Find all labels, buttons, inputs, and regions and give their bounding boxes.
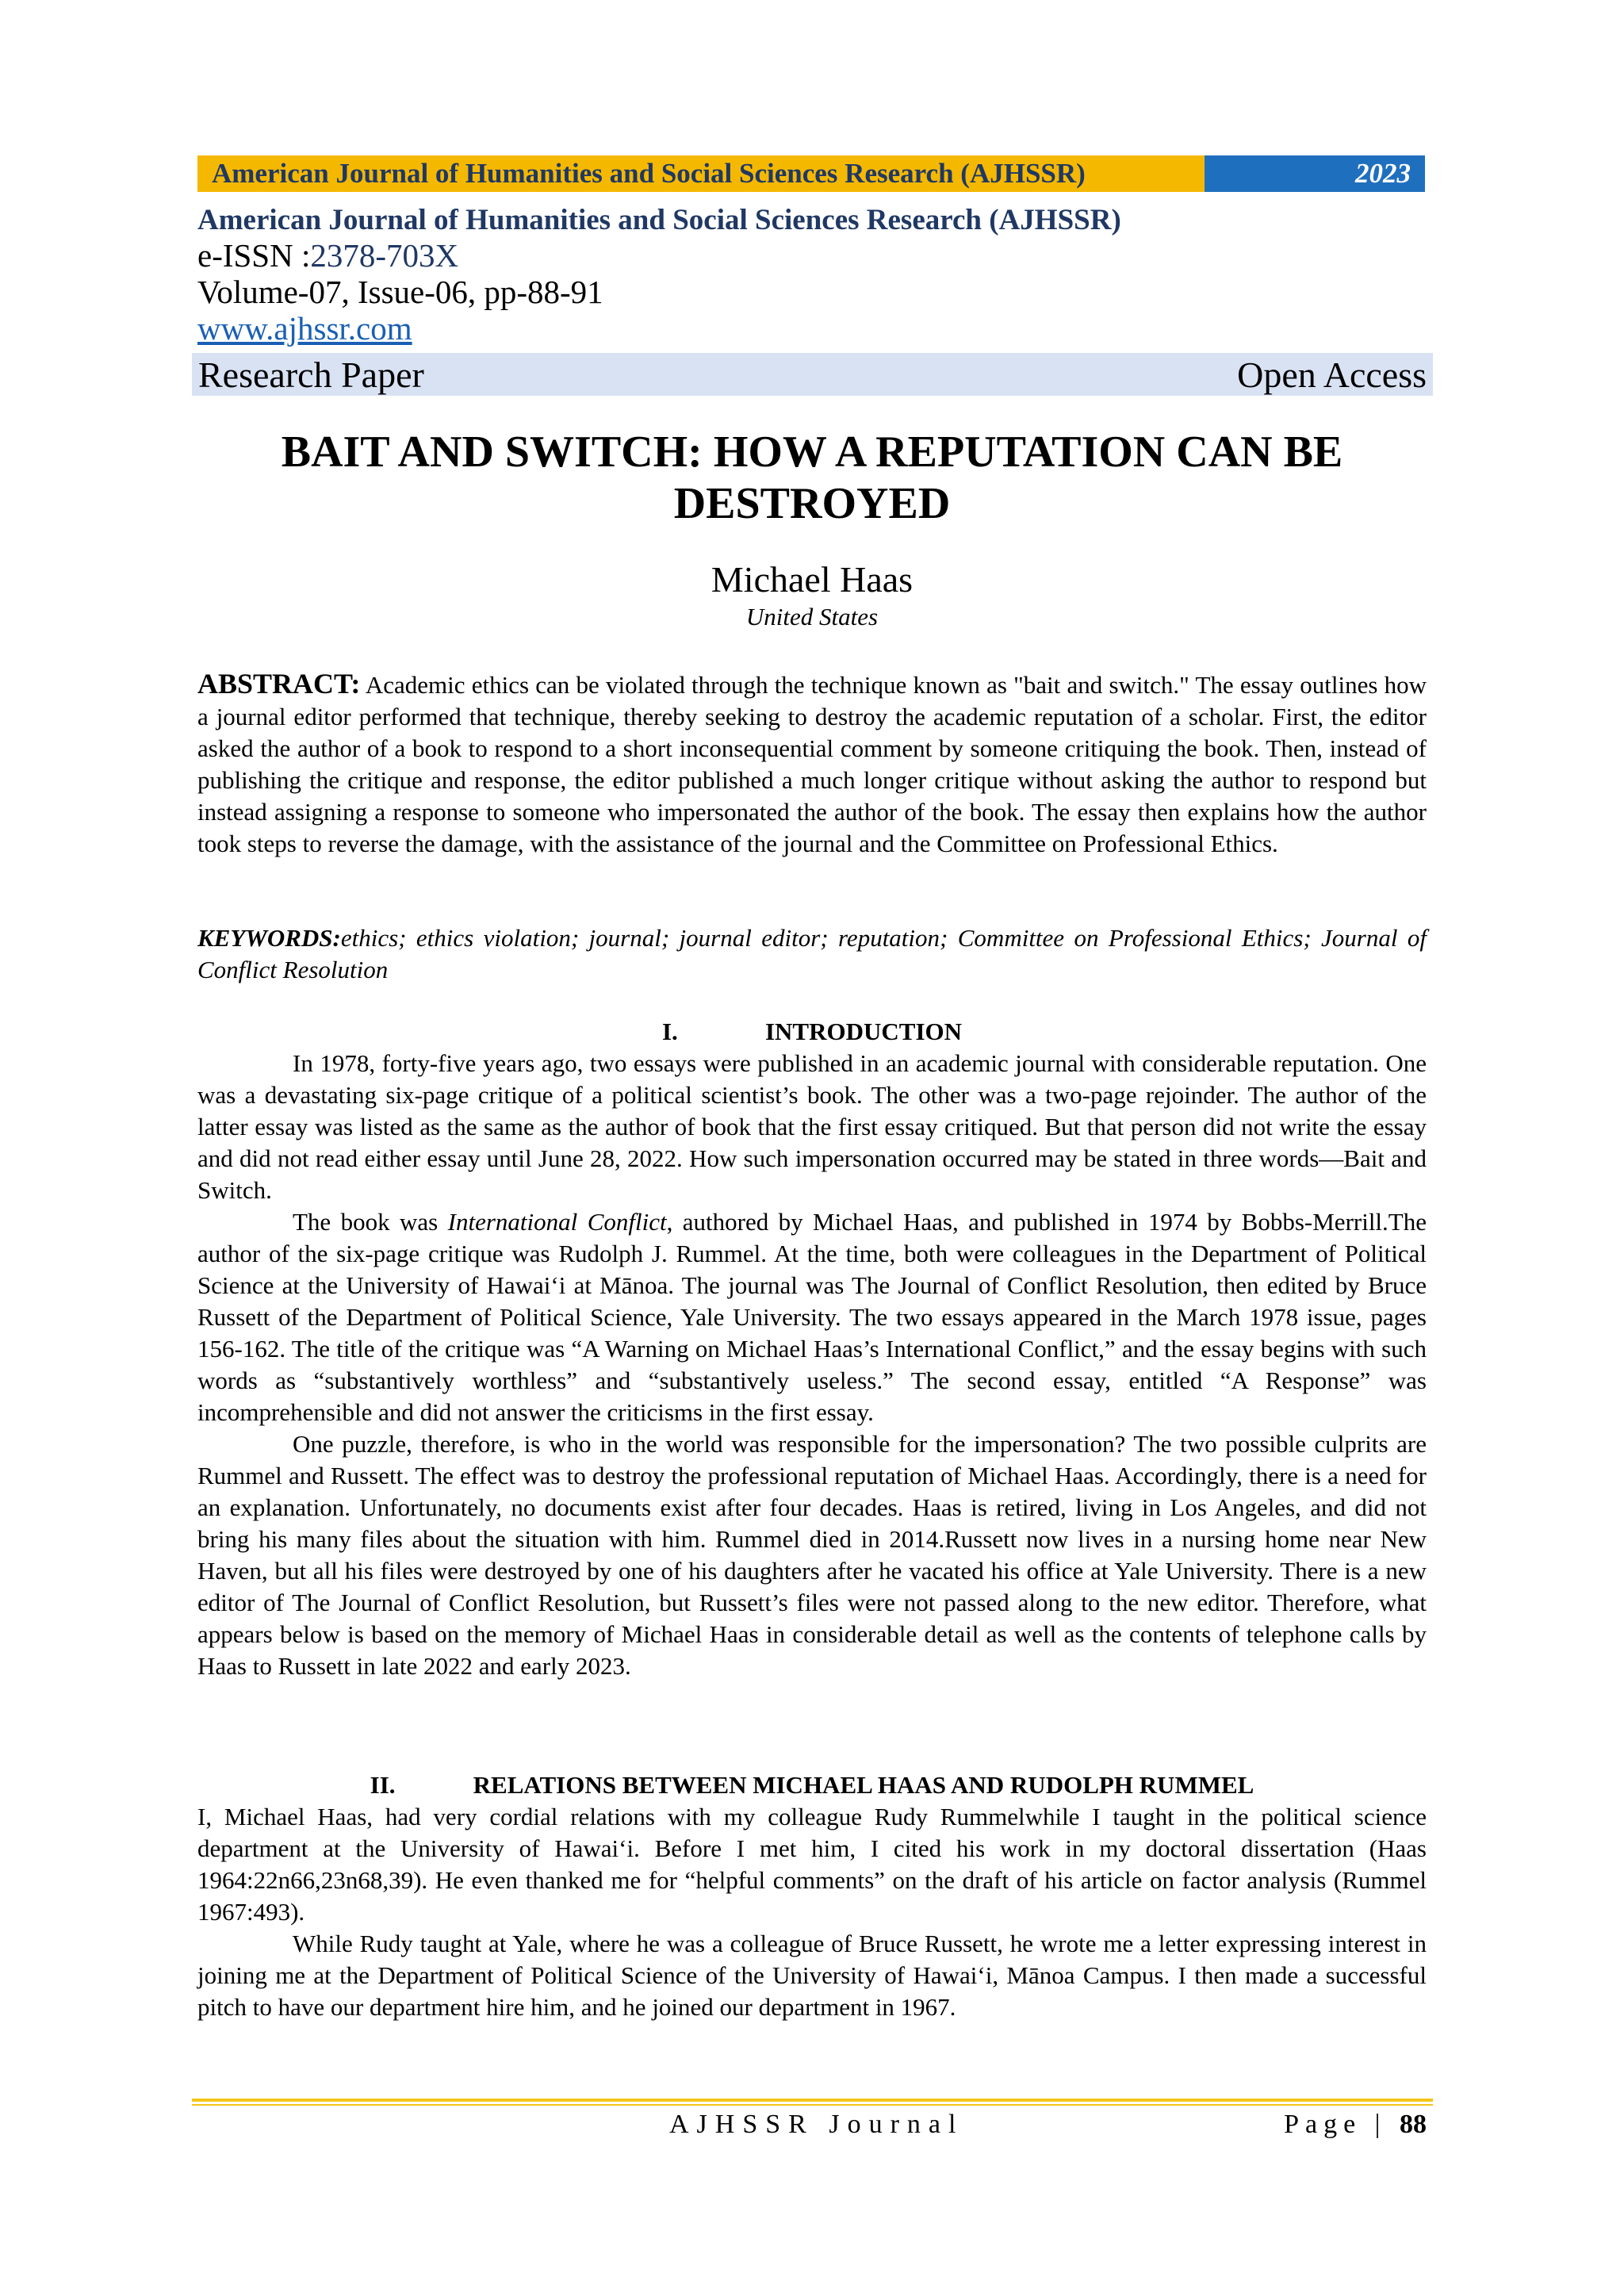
- section-heading: [197, 1016, 1427, 1048]
- paragraph: In 1978, forty-five years ago, two essays were published in an academic journal with considerable reputation. One was a devastating six-page critique of a political scientist’s book. The other was a two-page rejoinder. The author of the latter essay was listed as the same as the author of book that the first essay critiqued. But that person did not write the essay and did not read either essay until June 28, 2022. How such impersonation occurred may be stated in three words—Bait and Switch.: [197, 1049, 1427, 1204]
- journal-name: American Journal of Humanities and Social Sciences Research (AJHSSR): [197, 204, 1121, 236]
- footer-rule: [192, 2104, 1433, 2106]
- section-heading: [197, 1769, 1427, 1801]
- journal-meta: [197, 204, 1434, 347]
- journal-banner: [197, 155, 1425, 192]
- article-title-line1: BAIT AND SWITCH: HOW A REPUTATION CAN BE: [281, 427, 1343, 477]
- section-title: INTRODUCTION: [764, 1018, 963, 1045]
- website-link[interactable]: www.ajhssr.com: [197, 310, 412, 347]
- volume-info: Volume-07, Issue-06, pp-88-91: [197, 274, 603, 310]
- keywords-text: ethics; ethics violation; journal; journal editor; reputation; Committee on Professional Ethics; Journal of Conflict Resolution: [197, 924, 1427, 983]
- section-number: I.: [661, 1018, 678, 1045]
- paper-type: Research Paper: [198, 354, 424, 395]
- paragraph-text: The book was: [293, 1208, 448, 1236]
- footer-journal: AJHSSR Journal: [669, 2110, 964, 2139]
- paragraph: One puzzle, therefore, is who in the world was responsible for the impersonation? The two possible culprits are Rummel and Russett. The effect was to destroy the professional reputation of Michael Haas. Accordingly, there is a need for an explanation. Unfortunately, no documents exist after four decades. Haas is retired, living in Los Angeles, and did not bring his many files about the situation with him. Rummel died in 2014.Russett now lives in a nursing home near New Haven, but all his files were destroyed by one of his daughters after he vacated his office at Yale University. There is a new editor of The Journal of Conflict Resolution, but Russett’s files were not passed along to the new editor. Therefore, what appears below is based on the memory of Michael Haas in considerable detail as well as the contents of telephone calls by Haas to Russett in late 2022 and early 2023.: [197, 1430, 1427, 1680]
- eissn-value: 2378-703X: [310, 237, 459, 274]
- eissn: [197, 237, 1434, 274]
- author-affiliation: United States: [745, 603, 879, 631]
- abstract-label: ABSTRACT:: [197, 668, 361, 700]
- section-relations: [197, 1769, 1427, 2023]
- page-number: 88: [1400, 2110, 1427, 2139]
- author-name: Michael Haas: [710, 559, 914, 600]
- journal-banner-year: 2023: [1205, 155, 1425, 192]
- eissn-label: e-ISSN :: [197, 237, 311, 274]
- paragraph: [197, 1206, 1427, 1428]
- article-title: [197, 427, 1427, 530]
- footer-page: [1284, 2110, 1427, 2140]
- paragraph-text: , authored by Michael Haas, and published in 1974 by Bobbs-Merrill.The author of the six-page critique was Rudolph J. Rummel. At the time, both were colleagues in the Department of Political Science at the University of Hawaiʻi at Mānoa. The journal was The Journal of Conflict Resolution, then edited by Bruce Russett of the Department of Political Science, Yale University. The two essays appeared in the March 1978 issue, pages 156-162. The title of the critique was “A Warning on Michael Haas’s International Conflict,” and the essay begins with such words as “substantively worthless” and “substantively useless.” The second essay, entitled “A Response” was incomprehensible and did not answer the criticisms in the first essay.: [197, 1208, 1427, 1426]
- article-title-line2: DESTROYED: [673, 479, 951, 528]
- page-label: Page |: [1284, 2110, 1400, 2139]
- paragraph: I, Michael Haas, had very cordial relations with my colleague Rudy Rummelwhile I taught in the political science department at the University of Hawaiʻi. Before I met him, I cited his work in my doctoral dissertation (Haas 1964:22n66,23n68,39). He even thanked me for “helpful comments” on the draft of his article on factor analysis (Rummel 1967:493).: [197, 1803, 1427, 1926]
- book-title: International Conflict: [447, 1208, 667, 1236]
- paragraph: While Rudy taught at Yale, where he was a colleague of Bruce Russett, he wrote me a letter expressing interest in joining me at the Department of Political Science of the University of Hawaiʻi, Mānoa Campus. I then made a successful pitch to have our department hire him, and he joined our department in 1967.: [197, 1930, 1427, 2021]
- abstract: [197, 668, 1427, 860]
- keywords: [197, 922, 1427, 986]
- access-type: Open Access: [1237, 354, 1427, 395]
- abstract-text: Academic ethics can be violated through the technique known as "bait and switch." The essay outlines how a journal editor performed that technique, thereby seeking to destroy the academic reputation of a scholar. First, the editor asked the author of a book to respond to a short inconsequential comment by someone critiquing the book. Then, instead of publishing the critique and response, the editor published a much longer critique without asking the author to respond but instead assigning a response to someone who impersonated the author of the book. The essay then explains how the author took steps to reverse the damage, with the assistance of the journal and the Committee on Professional Ethics.: [197, 671, 1427, 857]
- section-title: RELATIONS BETWEEN MICHAEL HAAS AND RUDOLPH RUMMEL: [473, 1771, 1254, 1799]
- paper-type-bar: [192, 353, 1433, 396]
- footer-rule: [192, 2099, 1433, 2102]
- section-introduction: [197, 1016, 1427, 1682]
- journal-banner-title: American Journal of Humanities and Social Sciences Research (AJHSSR): [197, 155, 1205, 192]
- section-number: II.: [370, 1771, 396, 1799]
- keywords-label: KEYWORDS:: [197, 924, 341, 952]
